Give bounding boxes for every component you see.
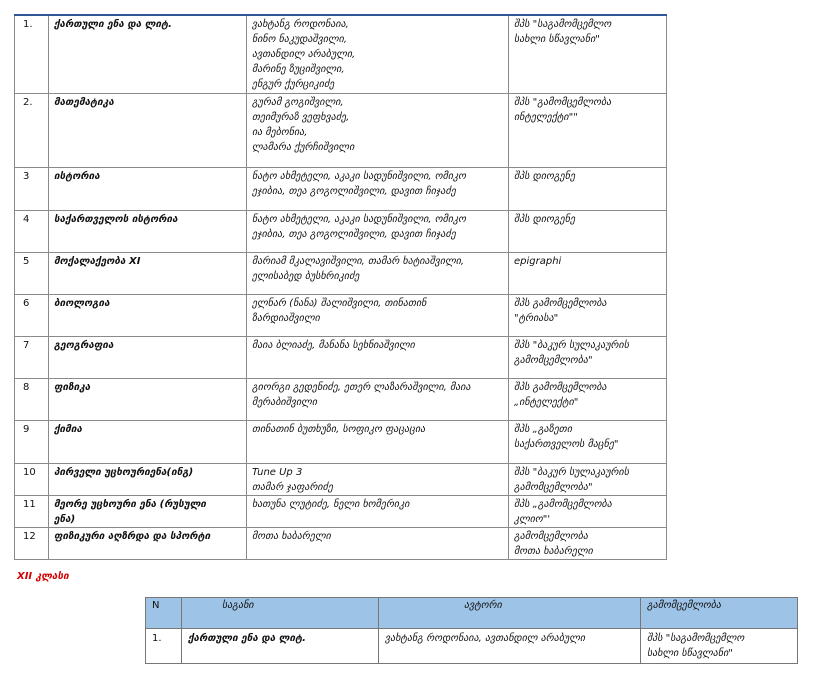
publisher-cell: შპს "საგამომცემლო სახლი სწავლანი": [641, 629, 798, 664]
authors-cell: Tune Up 3 თამარ ჯაფარიძე: [247, 463, 509, 495]
row-number: 5: [15, 252, 49, 294]
table-row: [15, 167, 667, 210]
subject-cell: ბიოლოგია: [49, 294, 247, 336]
publisher-cell: შპს "ბაკურ სულაკაურის გამომცემლობა": [509, 463, 667, 495]
publisher-cell: შპს გამომცემლობა „ინტელექტი": [509, 378, 667, 420]
row-number: 2.: [15, 93, 49, 167]
table-row: [15, 463, 667, 495]
authors-cell: ვახტანგ როდონაია, ნინო ნაკუდაშვილი, ავთანდილ არაბული, მარინე ზუციშვილი, ენგურ ქურციკიძე: [247, 15, 509, 93]
grade11-textbook-table: [14, 14, 667, 560]
publisher-cell: შპს "გამომცემლობა ინტელექტი"": [509, 93, 667, 167]
header-row: [146, 598, 798, 629]
table-row: [15, 378, 667, 420]
authors-cell: მოთა ხაბარელი: [247, 527, 509, 559]
authors-cell: ხათუნა ლუტიძე, ნელი ხომერიკი: [247, 495, 509, 527]
subject-cell: მეორე უცხოური ენა (რუსული ენა): [49, 495, 247, 527]
authors-cell: გიორგი გედენიძე, ეთერ ლაზარაშვილი, მაია მერაბიშვილი: [247, 378, 509, 420]
subject-cell: ქიმია: [49, 420, 247, 463]
table-row: [15, 420, 667, 463]
subject-cell: პირველი უცხოურიენა(ინგ): [49, 463, 247, 495]
publisher-cell: გამომცემლობა მოთა ხაბარელი: [509, 527, 667, 559]
table-row: [15, 294, 667, 336]
publisher-cell: შპს გამომცემლობა "ტრიასა": [509, 294, 667, 336]
table-row: [15, 336, 667, 378]
subject-cell: ფიზიკა: [49, 378, 247, 420]
table-row: [15, 495, 667, 527]
authors-cell: ნატო ახმეტელი, აკაკი სადუნიშვილი, ომიკო ეჯიბია, თეა გოგოლიშვილი, დავით ჩიჯაძე: [247, 167, 509, 210]
table-row: [15, 15, 667, 93]
row-number: 12: [15, 527, 49, 559]
grade12-textbook-table: [145, 597, 798, 664]
subject-cell: გეოგრაფია: [49, 336, 247, 378]
row-number: 8: [15, 378, 49, 420]
table-row: [15, 527, 667, 559]
publisher-cell: შპს „გაზეთი საქართველოს მაცნე": [509, 420, 667, 463]
column-header-subject: საგანი: [182, 598, 379, 629]
subject-cell: ისტორია: [49, 167, 247, 210]
authors-cell: მაია ბლიაძე, მანანა სეხნიაშვილი: [247, 336, 509, 378]
publisher-cell: შპს „გამომცემლობა კლიო"': [509, 495, 667, 527]
authors-cell: ნატო ახმეტელი, აკაკი სადუნიშვილი, ომიკო ეჯიბია, თეა გოგოლიშვილი, დავით ჩიჯაძე: [247, 210, 509, 252]
row-number: 6: [15, 294, 49, 336]
subject-cell: ქართული ენა და ლიტ.: [182, 629, 379, 664]
publisher-cell: შპს დიოგენე: [509, 167, 667, 210]
column-header-author: ავტორი: [379, 598, 641, 629]
publisher-cell: შპს დიოგენე: [509, 210, 667, 252]
row-number: 3: [15, 167, 49, 210]
publisher-cell: შპს "ბაკურ სულაკაურის გამომცემლობა": [509, 336, 667, 378]
subject-cell: საქართველოს ისტორია: [49, 210, 247, 252]
subject-cell: ქართული ენა და ლიტ.: [49, 15, 247, 93]
row-number: 10: [15, 463, 49, 495]
table-row: [15, 93, 667, 167]
authors-cell: თინათინ ბუთხუზი, სოფიკო ფაცაცია: [247, 420, 509, 463]
subject-cell: მოქალაქეობა XI: [49, 252, 247, 294]
grade12-heading: XII კლასი: [17, 571, 69, 582]
subject-cell: მათემატიკა: [49, 93, 247, 167]
publisher-cell: შპს "საგამომცემლო სახლი სწავლანი": [509, 15, 667, 93]
authors-cell: ელნარ (ნანა) შალიშვილი, თინათინ ზარდიაშვილი: [247, 294, 509, 336]
row-number: 7: [15, 336, 49, 378]
table-row: [15, 210, 667, 252]
table-row: [15, 252, 667, 294]
authors-cell: ვახტანგ როდონაია, ავთანდილ არაბული: [379, 629, 641, 664]
row-number: 4: [15, 210, 49, 252]
row-number: 11: [15, 495, 49, 527]
authors-cell: გურამ გოგიშვილი, თეიმურაზ ვეფხვაძე, ია მებონია, ლამარა ქურჩიშვილი: [247, 93, 509, 167]
table-row: [146, 629, 798, 664]
column-header-number: N: [146, 598, 182, 629]
column-header-publisher: გამომცემლობა: [641, 598, 798, 629]
authors-cell: მარიამ მკალავიშვილი, თამარ ხატიაშვილი, ელისაბედ ბუსხრიკიძე: [247, 252, 509, 294]
subject-cell: ფიზიკური აღზრდა და სპორტი: [49, 527, 247, 559]
row-number: 9: [15, 420, 49, 463]
row-number: 1.: [146, 629, 182, 664]
row-number: 1.: [15, 15, 49, 93]
publisher-cell: epigraphi: [509, 252, 667, 294]
